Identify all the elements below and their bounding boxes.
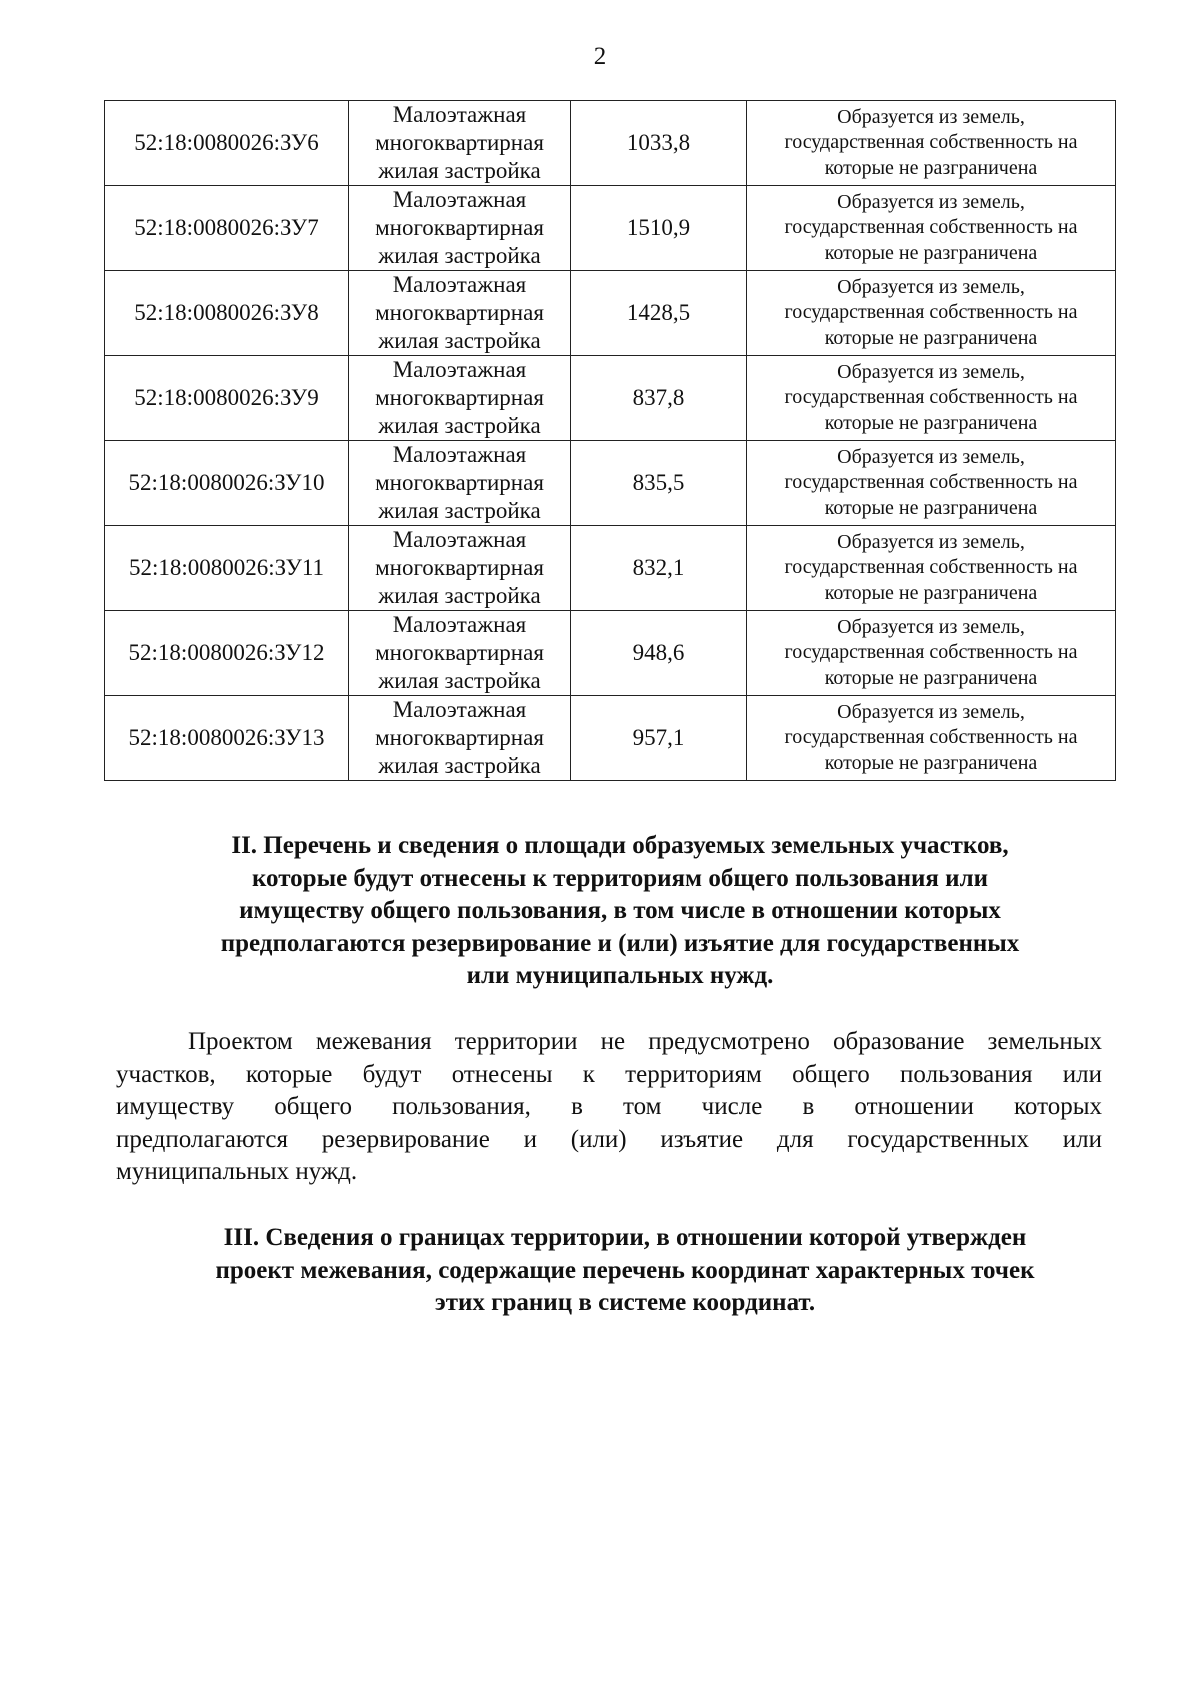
section-2-heading-line: или муниципальных нужд. — [466, 962, 774, 989]
formation-method-cell — [747, 441, 1116, 526]
permitted-use-line: Малоэтажная — [392, 187, 527, 212]
formation-method-line: государственная собственность на — [784, 641, 1078, 664]
formation-method-line: Образуется из земель, — [837, 615, 1025, 638]
formation-method-cell — [747, 101, 1116, 186]
cadastral-number-cell: 52:18:0080026:ЗУ7 — [105, 186, 349, 271]
formation-method-line: которые не разграничена — [824, 156, 1038, 179]
formation-method-line: государственная собственность на — [784, 301, 1078, 324]
page-number: 2 — [593, 43, 607, 70]
formation-method-line: Образуется из земель, — [837, 530, 1025, 553]
permitted-use-line: многоквартирная — [375, 385, 544, 410]
formation-method-line: государственная собственность на — [784, 131, 1078, 154]
area-cell: 948,6 — [571, 611, 747, 696]
formation-method-line: государственная собственность на — [784, 471, 1078, 494]
section-2-paragraph-line: участков, которые будут отнесены к территориям общего пользования или — [116, 1060, 1102, 1088]
formation-method-cell — [747, 356, 1116, 441]
section-2-heading-line: имуществу общего пользования, в том числе в отношении которых — [239, 897, 1001, 924]
formation-method-line: Образуется из земель, — [837, 190, 1025, 213]
formation-method-line: которые не разграничена — [824, 496, 1038, 519]
section-2-paragraph-line: имуществу общего пользования, в том числе в отношении которых — [116, 1093, 1102, 1120]
formation-method-cell — [747, 611, 1116, 696]
formation-method-line: которые не разграничена — [824, 241, 1038, 264]
formation-method-line: государственная собственность на — [784, 556, 1078, 579]
permitted-use-line: многоквартирная — [375, 470, 544, 495]
section-2-heading-line: которые будут отнесены к территориям общего пользования или — [251, 864, 989, 892]
permitted-use-line: Малоэтажная — [392, 102, 527, 127]
permitted-use-line: жилая застройка — [378, 583, 541, 608]
permitted-use-line: Малоэтажная — [392, 442, 527, 467]
formation-method-cell — [747, 696, 1116, 781]
land-plots-table — [104, 100, 1116, 781]
cadastral-number-cell: 52:18:0080026:ЗУ8 — [105, 271, 349, 356]
permitted-use-line: Малоэтажная — [392, 272, 527, 297]
permitted-use-line: Малоэтажная — [392, 697, 527, 722]
permitted-use-line: жилая застройка — [378, 753, 541, 778]
land-plots-table-body — [105, 101, 1116, 781]
formation-method-line: Образуется из земель, — [837, 445, 1025, 468]
formation-method-line: Образуется из земель, — [837, 700, 1025, 723]
permitted-use-line: многоквартирная — [375, 555, 544, 580]
permitted-use-cell — [349, 271, 571, 356]
permitted-use-line: многоквартирная — [375, 300, 544, 325]
formation-method-cell — [747, 186, 1116, 271]
permitted-use-cell — [349, 186, 571, 271]
area-cell: 957,1 — [571, 696, 747, 781]
section-2-heading — [150, 830, 1090, 993]
permitted-use-line: Малоэтажная — [392, 612, 527, 637]
cadastral-number-cell: 52:18:0080026:ЗУ9 — [105, 356, 349, 441]
permitted-use-line: многоквартирная — [375, 725, 544, 750]
permitted-use-line: жилая застройка — [378, 498, 541, 523]
formation-method-line: которые не разграничена — [824, 411, 1038, 434]
cadastral-number-cell: 52:18:0080026:ЗУ10 — [105, 441, 349, 526]
cadastral-number-cell: 52:18:0080026:ЗУ6 — [105, 101, 349, 186]
permitted-use-cell — [349, 696, 571, 781]
cadastral-number-cell: 52:18:0080026:ЗУ13 — [105, 696, 349, 781]
permitted-use-line: жилая застройка — [378, 243, 541, 268]
formation-method-line: Образуется из земель, — [837, 105, 1025, 128]
formation-method-line: государственная собственность на — [784, 216, 1078, 239]
formation-method-line: государственная собственность на — [784, 386, 1078, 409]
table-row — [105, 271, 1116, 356]
permitted-use-line: жилая застройка — [378, 328, 541, 353]
formation-method-line: которые не разграничена — [824, 751, 1038, 774]
section-2-heading-line: предполагаются резервирование и (или) изъятие для государственных — [220, 929, 1020, 957]
formation-method-line: которые не разграничена — [824, 326, 1038, 349]
table-row — [105, 696, 1116, 781]
area-cell: 837,8 — [571, 356, 747, 441]
section-2-paragraph-line: муниципальных нужд. — [116, 1158, 358, 1185]
section-3-heading-line: этих границ в системе координат. — [434, 1289, 816, 1316]
section-2-paragraph-line: предполагаются резервирование и (или) изъятие для государственных или — [116, 1125, 1102, 1153]
permitted-use-line: жилая застройка — [378, 413, 541, 438]
formation-method-line: которые не разграничена — [824, 666, 1038, 689]
formation-method-line: Образуется из земель, — [837, 275, 1025, 298]
formation-method-line: которые не разграничена — [824, 581, 1038, 604]
area-cell: 1033,8 — [571, 101, 747, 186]
permitted-use-line: многоквартирная — [375, 640, 544, 665]
section-3-heading — [140, 1222, 1110, 1320]
section-2-paragraph — [116, 1026, 1102, 1189]
table-row — [105, 186, 1116, 271]
permitted-use-cell — [349, 611, 571, 696]
formation-method-line: государственная собственность на — [784, 726, 1078, 749]
formation-method-cell — [747, 526, 1116, 611]
formation-method-cell — [747, 271, 1116, 356]
area-cell: 1428,5 — [571, 271, 747, 356]
table-row — [105, 526, 1116, 611]
permitted-use-cell — [349, 101, 571, 186]
cadastral-number-cell: 52:18:0080026:ЗУ11 — [105, 526, 349, 611]
permitted-use-cell — [349, 356, 571, 441]
permitted-use-line: многоквартирная — [375, 215, 544, 240]
permitted-use-line: Малоэтажная — [392, 527, 527, 552]
table-row — [105, 356, 1116, 441]
permitted-use-cell — [349, 441, 571, 526]
area-cell: 832,1 — [571, 526, 747, 611]
permitted-use-line: Малоэтажная — [392, 357, 527, 382]
permitted-use-cell — [349, 526, 571, 611]
table-row — [105, 101, 1116, 186]
table-row — [105, 441, 1116, 526]
permitted-use-line: многоквартирная — [375, 130, 544, 155]
section-3-heading-line: III. Сведения о границах территории, в отношении которой утвержден — [223, 1224, 1027, 1251]
area-cell: 835,5 — [571, 441, 747, 526]
table-row — [105, 611, 1116, 696]
permitted-use-line: жилая застройка — [378, 668, 541, 693]
section-3-heading-line: проект межевания, содержащие перечень координат характерных точек — [215, 1256, 1035, 1284]
permitted-use-line: жилая застройка — [378, 158, 541, 183]
section-2-paragraph-line: Проектом межевания территории не предусмотрено образование земельных — [188, 1028, 1102, 1055]
formation-method-line: Образуется из земель, — [837, 360, 1025, 383]
area-cell: 1510,9 — [571, 186, 747, 271]
section-2-heading-line: II. Перечень и сведения о площади образуемых земельных участков, — [231, 832, 1009, 859]
cadastral-number-cell: 52:18:0080026:ЗУ12 — [105, 611, 349, 696]
